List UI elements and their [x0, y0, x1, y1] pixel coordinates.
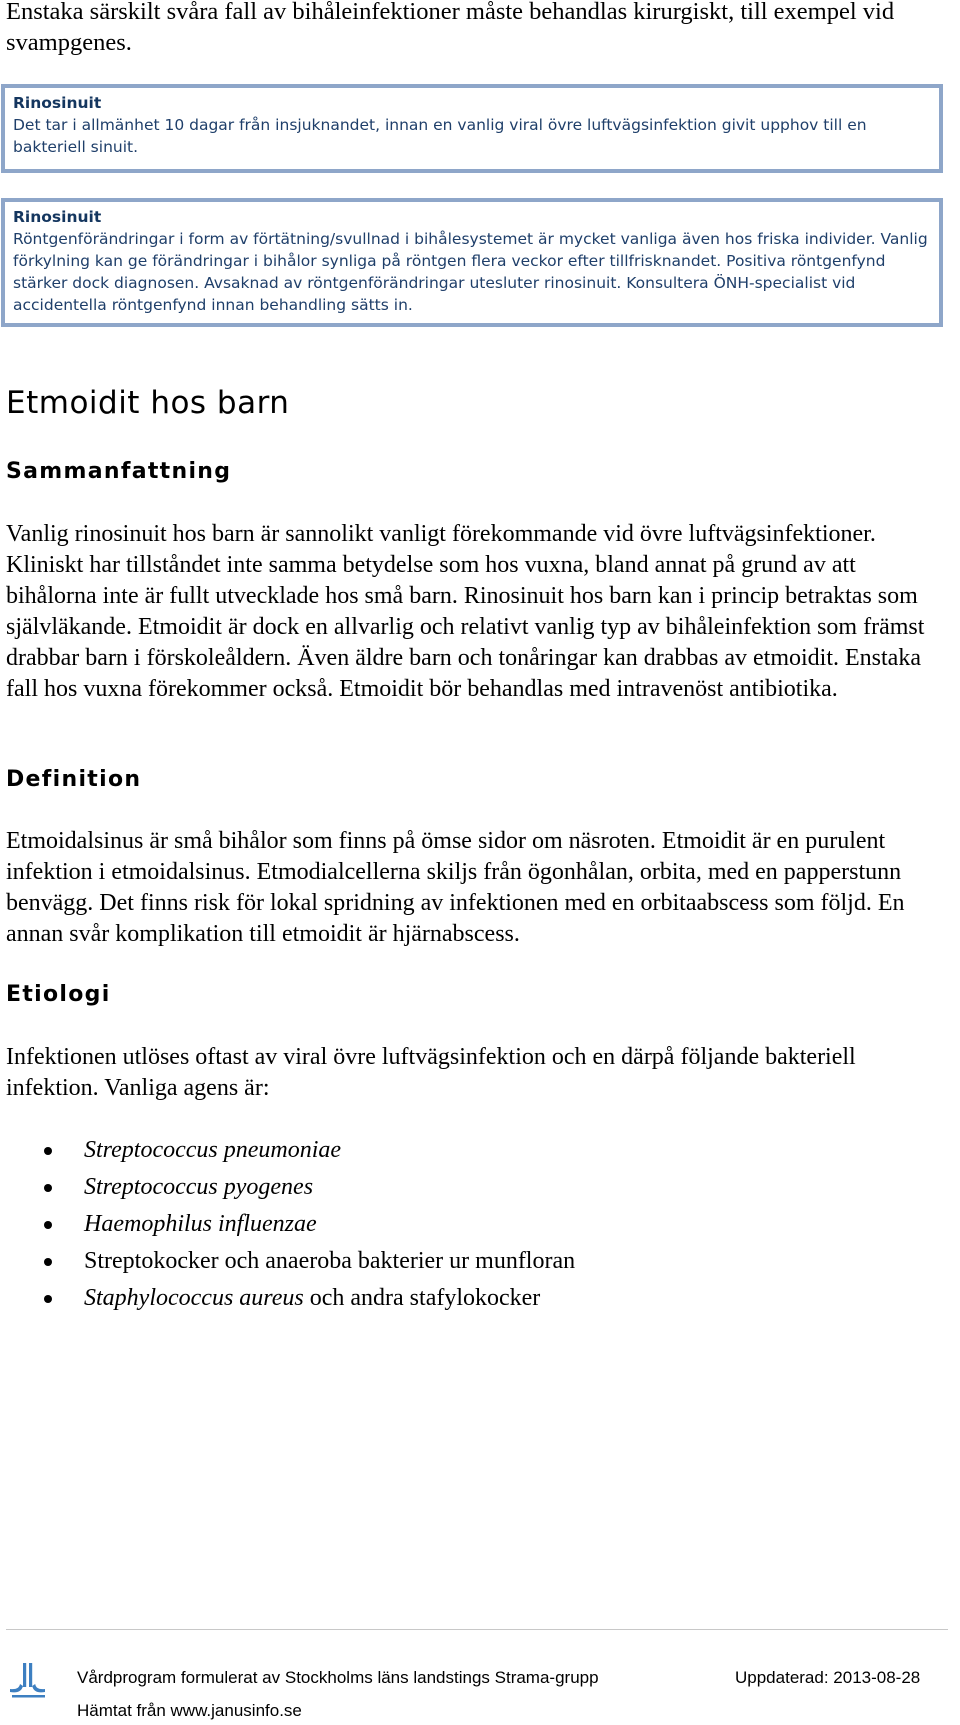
- article-title: Etmoidit hos barn: [6, 385, 290, 421]
- info-box-title: Rinosinuit: [13, 94, 102, 112]
- bullet-icon: [44, 1184, 52, 1192]
- bullet-icon: [44, 1221, 52, 1229]
- info-box-xray: [1, 198, 943, 327]
- footer-credit: Vårdprogram formulerat av Stockholms läns landstings Strama-grupp: [77, 1668, 599, 1687]
- bullet-icon: [44, 1258, 52, 1266]
- list-item: [0, 1280, 900, 1317]
- etiology-paragraph: Infektionen utlöses oftast av viral övre luftvägsinfektion och en därpå följande bakteriell infektion. Vanliga agens är:: [6, 1044, 856, 1101]
- info-box-text: Röntgenförändringar i form av förtätning/svullnad i bihålesystemet är mycket vanliga även hos friska individer. Vanlig förkylning kan ge förändringar i bihålor synliga på röntgen flera veckor efter tillfrisknandet. Positiva röntgenfynd stärker dock diagnosen. Avsaknad av röntgenförändringar utesluter rinosinuit. Konsultera ÖNH-specialist vid accidentella röntgenfynd innan behandling sätts in.: [13, 230, 928, 314]
- footer-divider: [6, 1629, 948, 1630]
- list-item: [0, 1206, 900, 1243]
- bullet-icon: [44, 1295, 52, 1303]
- heading-sammanfattning: Sammanfattning: [6, 459, 232, 484]
- agent-name-italic: Streptococcus pneumoniae: [84, 1137, 342, 1163]
- heading-etiologi: Etiologi: [6, 982, 111, 1007]
- agent-name-italic: Haemophilus influenzae: [84, 1211, 317, 1237]
- heading-definition: Definition: [6, 767, 142, 792]
- agent-list: [0, 1132, 900, 1317]
- info-box-title: Rinosinuit: [13, 208, 102, 226]
- agent-name-rest: Streptokocker och anaeroba bakterier ur munfloran: [84, 1248, 576, 1274]
- list-item: [0, 1243, 900, 1280]
- summary-paragraph: Vanlig rinosinuit hos barn är sannolikt vanligt förekommande vid övre luftvägsinfektioner. Kliniskt har tillståndet inte samma betydelse som hos vuxna, bland annat på grund av att bihålorna inte är fullt utvecklade hos små barn. Rinosinuit hos barn kan i princip betraktas som självläkande. Etmoidit är dock en allvarlig och relativt vanlig typ av bihåleinfektion som främst drabbar barn i förskoleåldern. Även äldre barn och tonåringar kan drabbas av etmoidit. Enstaka fall hos vuxna förekommer också. Etmoidit bör behandlas med intravenöst antibiotika.: [6, 521, 925, 702]
- agent-name-italic: Streptococcus pyogenes: [84, 1174, 314, 1200]
- list-item: [0, 1132, 900, 1169]
- janus-logo-icon: [8, 1661, 50, 1699]
- bullet-icon: [44, 1147, 52, 1155]
- agent-name-italic: Staphylococcus aureus: [84, 1285, 304, 1311]
- definition-paragraph: Etmoidalsinus är små bihålor som finns på ömse sidor om näsroten. Etmoidit är en purulent infektion i etmoidalsinus. Etmodialcellerna skiljs från ögonhålan, orbita, med en papperstunn benvägg. Det finns risk för lokal spridning av infektionen med en orbitaabscess som följd. En annan svår komplikation till etmoidit är hjärnabscess.: [6, 828, 905, 947]
- list-item: [0, 1169, 900, 1206]
- info-box-text: Det tar i allmänhet 10 dagar från insjuknandet, innan en vanlig viral övre luftvägsinfektion givit upphov till en bakteriell sinuit.: [13, 116, 867, 156]
- agent-name-rest: och andra stafylokocker: [303, 1285, 541, 1311]
- footer-updated: Uppdaterad: 2013-08-28: [735, 1668, 921, 1687]
- intro-text: Enstaka särskilt svåra fall av bihåleinfektioner måste behandlas kirurgiskt, till exempel vid svampgenes.: [6, 0, 895, 56]
- info-box-incubation: [1, 84, 943, 173]
- footer-source: Hämtat från www.janusinfo.se: [77, 1701, 302, 1720]
